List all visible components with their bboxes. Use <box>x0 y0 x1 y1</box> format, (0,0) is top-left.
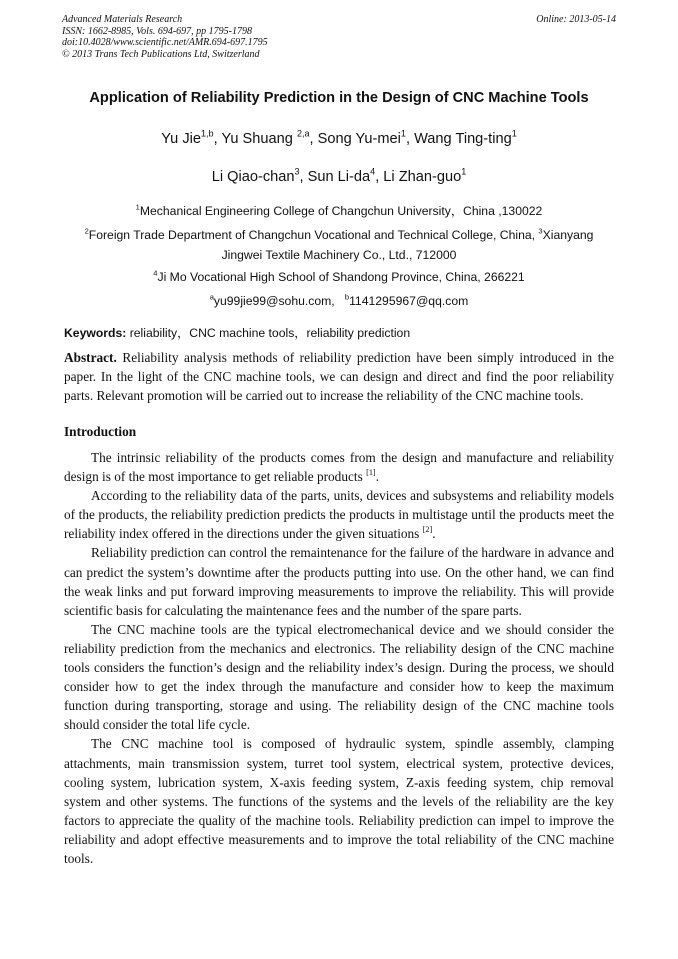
abstract-text: Reliability analysis methods of reliability prediction have been simply introduced in the paper. In the light of the CNC machine tools, we can design and direct and find the poor reliability parts. Relevant promotion will be carried out to increase the reliability of the CNC machine tools. <box>64 350 614 404</box>
affiliation-2-3: $^2$Foreign Trade Department of Changchun Vocational and Technical College, China, $^3$Xianyang Jingwei Textile Machinery Co., Ltd., 712000 <box>84 226 594 262</box>
paper-title: Application of Reliability Prediction in the Design of CNC Machine Tools <box>89 90 589 106</box>
abstract <box>64 348 614 406</box>
author-sup: 1,b <box>201 128 214 139</box>
author-sup: 2,a <box>296 128 310 139</box>
journal-name: Advanced Materials Research <box>62 14 183 25</box>
email-a: yu99jie99@sohu.com, <box>213 294 335 308</box>
author-sup: 1 <box>461 166 467 177</box>
citation: [1] <box>366 468 376 478</box>
author-name: Sun Li-da <box>307 169 371 185</box>
doi-line: doi:10.4028/www.scientific.net/AMR.694-697.1795 <box>62 37 268 48</box>
paragraph: The intrinsic reliability of the products comes from the design and manufacture and reliability design is of the most importance to get reliable products [1]. <box>64 450 614 485</box>
keywords <box>64 324 614 341</box>
email-b: 1141295967@qq.com <box>349 294 469 308</box>
authors-line-2: Li Qiao-chan$^3$, Sun $Li-da^4$, Li Zhan-guo$^1$ <box>211 166 467 185</box>
paragraph: Reliability prediction can control the remaintenance for the failure of the hardware in advance and can predict the system’s downtime after the products putting into use. On the other hand, we can find the weak links and put forward improving measurements to improve the reliability. This will provide scientific basis for calculating the maintenance fees and the number of the spare parts. <box>64 545 614 618</box>
journal-header <box>62 14 616 60</box>
author-name: Li Zhan-guo <box>383 169 462 185</box>
author-name: Yu Jie <box>161 131 202 147</box>
paragraph: According to the reliability data of the parts, units, devices and subsystems and reliability models of the products, the reliability prediction predicts the products in multistage until the products meet the reliability index offered in the directions under the given situations [2]. <box>64 488 614 542</box>
author-sup: 3 <box>294 166 300 177</box>
introduction-body <box>64 448 614 868</box>
affiliation-1: $^1$Mechanical Engineering College of Changchun University，China ,130022 <box>135 202 543 218</box>
citation: [2] <box>422 525 433 535</box>
authors-line-1: Yu Jie$^{1,b}$, Yu Shuang $^{2,a}$, Song Yu-mei$^1$, Wang Ting-ting$^1$ <box>161 128 517 147</box>
author-sup: 1 <box>400 128 406 139</box>
issn-line: ISSN: 1662-8985, Vols. 694-697, pp 1795-1798 <box>62 25 252 37</box>
online-date: Online: 2013-05-14 <box>536 14 616 25</box>
author-name: Song Yu-mei <box>317 131 401 147</box>
author-name: Wang Ting-ting <box>414 131 512 147</box>
section-heading-introduction: Introduction <box>64 424 137 439</box>
author-sup: 1 <box>511 128 517 139</box>
paragraph: The CNC machine tool is composed of hydraulic system, spindle assembly, clamping attachments, main transmission system, turret tool system, electrical system, protective devices, cooling system, lubrication system, X-axis feeding system, Z-axis feeding system, chip removal system and other systems. The functions of the systems and the levels of the reliability are the key factors to appreciate the quality of the machine tools. Reliability prediction can impel to improve the reliability and adopt effective measurements and to improve the total reliability of the CNC machine tools. <box>64 736 614 866</box>
author-name: Li Qiao-chan <box>211 169 295 185</box>
keywords-label: Keywords: <box>64 326 127 340</box>
abstract-label: Abstract. <box>64 350 117 365</box>
keywords-text: reliability，CNC machine tools，reliability prediction <box>126 326 411 340</box>
email-line: $^a$yu99jie99@sohu.com, $^b$1141295967@qq.com <box>209 292 469 308</box>
paragraph: The CNC machine tools are the typical electromechanical device and we should consider the reliability prediction from the mechanics and electronics. The reliability design of the CNC machine tools considers the function’s design and the reliability index’s design. During the process, we should consider how to get the index through the manufacture and consider how to keep the maximum function during transporting, storage and using. The reliability design of the CNC machine tools should consider the total life cycle. <box>64 621 614 733</box>
author-sup: 4 <box>370 166 376 177</box>
author-name: Yu Shuang <box>221 131 297 147</box>
copyright-line: © 2013 Trans Tech Publications Ltd, Switzerland <box>62 48 260 60</box>
affiliation-4: $^4$Ji Mo Vocational High School of Shandong Province, China, 266221 <box>153 268 525 284</box>
